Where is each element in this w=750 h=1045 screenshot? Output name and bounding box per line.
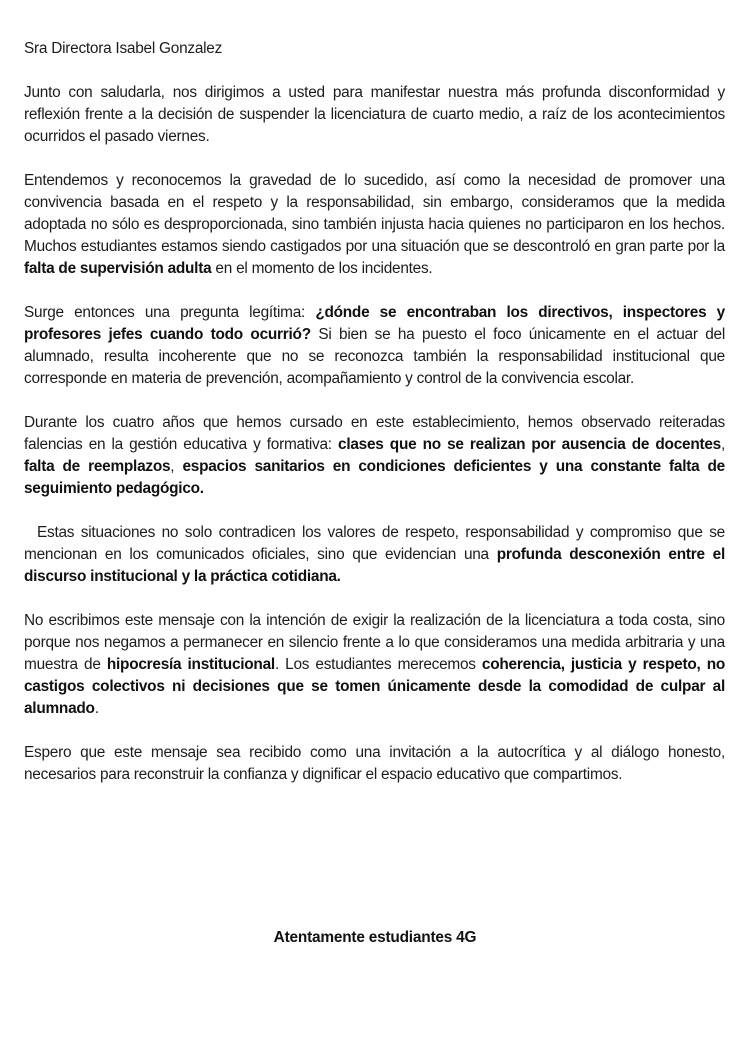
paragraph-text: Junto con saludarla, nos dirigimos a usted para manifestar nuestra más profunda disconformidad y reflexión frente a la decisión de suspender la licenciatura de cuarto medio, a raíz de los acontecimientos ocurridos el pasado viernes. bbox=[24, 84, 725, 145]
paragraph-text: en el momento de los incidentes. bbox=[211, 260, 433, 277]
emphasis-text: ¿dónde se encontraban los directivos, inspectores y profesores jefes cuando todo ocurrió? bbox=[24, 304, 725, 343]
paragraph-text: Durante los cuatro años que hemos cursado en este establecimiento, hemos observado reiteradas falencias en la gestión educativa y formativa: bbox=[24, 414, 725, 453]
paragraph-text: Entendemos y reconocemos la gravedad de lo sucedido, así como la necesidad de promover una convivencia basada en el respeto y la responsabilidad, sin embargo, consideramos que la medida adoptada no sólo es desproporcionada, sino también injusta hacia quienes no participaron en los hechos. Muchos estudiantes estamos siendo castigados por una situación que se descontroló en gran parte por la bbox=[24, 172, 725, 255]
paragraph-text: . Los estudiantes merecemos bbox=[274, 656, 482, 673]
paragraph-greeting bbox=[24, 82, 725, 148]
emphasis-text: falta de reemplazos bbox=[24, 458, 171, 475]
paragraph-shortcomings bbox=[24, 412, 725, 500]
salutation: Sra Directora Isabel Gonzalez bbox=[24, 40, 223, 57]
letter-body bbox=[24, 38, 725, 808]
paragraph-text: Surge entonces una pregunta legítima: bbox=[24, 304, 316, 321]
paragraph-text: Espero que este mensaje sea recibido como una invitación a la autocrítica y al diálogo honesto, necesarios para reconstruir la confianza y dignificar el espacio educativo que compartimos. bbox=[24, 744, 725, 783]
paragraph-text: Estas situaciones no solo contradicen los valores de respeto, responsabilidad y compromiso que se mencionan en los comunicados oficiales, sino que evidencian una bbox=[24, 524, 725, 563]
paragraph-text: , bbox=[170, 458, 183, 475]
emphasis-text: profunda desconexión entre el discurso institucional y la práctica cotidiana. bbox=[24, 546, 725, 585]
emphasis-text: espacios sanitarios en condiciones deficientes y una constante falta de seguimiento pedagógico. bbox=[24, 458, 725, 497]
paragraph-contradiction bbox=[24, 522, 725, 588]
paragraph-text: , bbox=[720, 436, 725, 453]
paragraph-closing bbox=[24, 742, 725, 786]
signature: Atentamente estudiantes 4G bbox=[273, 929, 477, 946]
emphasis-text: clases que no se realizan por ausencia de docentes bbox=[338, 436, 721, 453]
emphasis-text: hipocresía institucional bbox=[106, 656, 275, 673]
paragraph-text: Si bien se ha puesto el foco únicamente en el actuar del alumnado, resulta incoherente que no se reconozca también la responsabilidad institucional que corresponde en materia de prevención, acompañamiento y control de la convivencia escolar. bbox=[24, 326, 725, 387]
paragraph-text: No escribimos este mensaje con la intención de exigir la realización de la licenciatura a toda costa, sino porque nos negamos a permanecer en silencio frente a lo que consideramos una medida arbitraria y una muestra de bbox=[24, 612, 725, 673]
emphasis-text: coherencia, justicia y respeto, no castigos colectivos ni decisiones que se tomen únicamente desde la comodidad de culpar al alumnado bbox=[24, 656, 726, 717]
paragraph-acknowledgement bbox=[24, 170, 725, 280]
paragraph-question bbox=[24, 302, 725, 390]
emphasis-text: falta de supervisión adulta bbox=[24, 260, 212, 277]
paragraph-intention bbox=[24, 610, 725, 720]
paragraph-text: . bbox=[94, 700, 99, 717]
